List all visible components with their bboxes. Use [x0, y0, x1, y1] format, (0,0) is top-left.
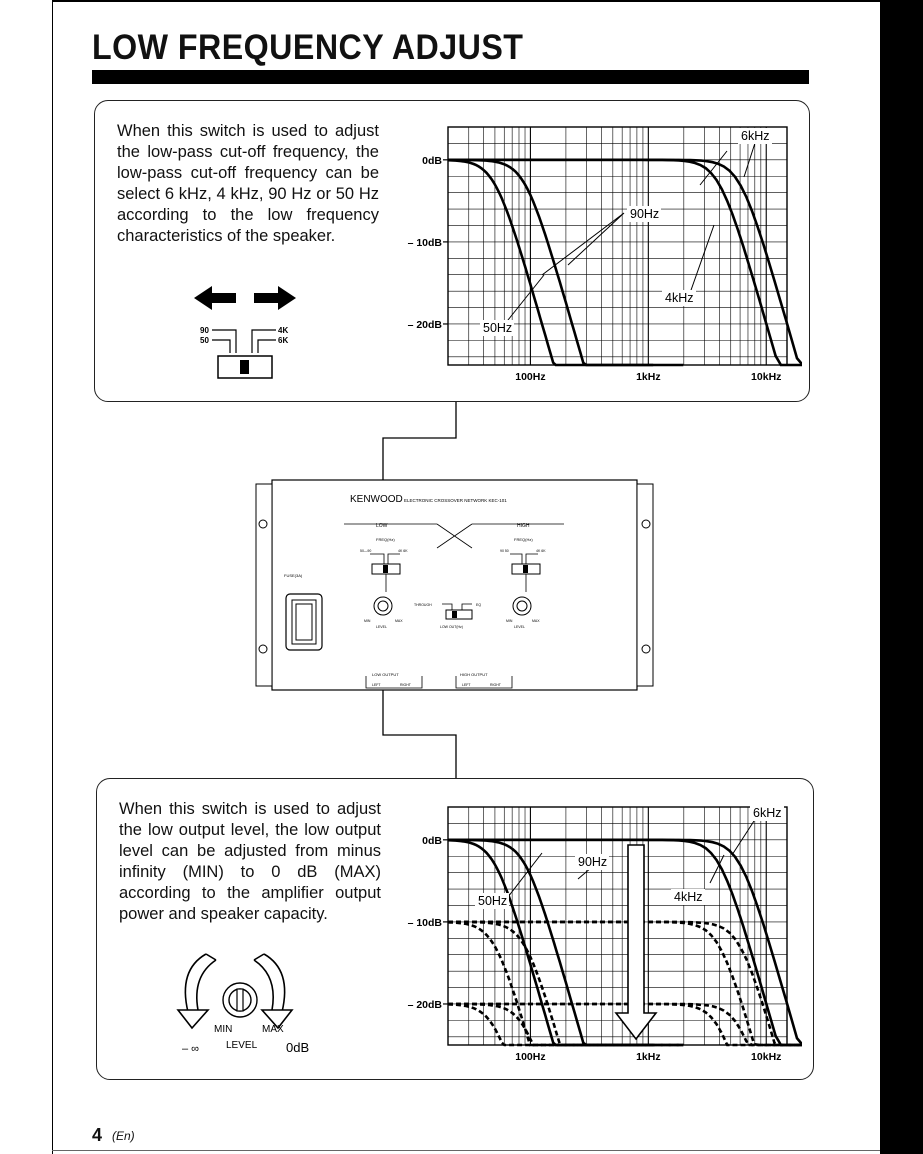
- device-low-sw-right: 4K 6K: [398, 549, 408, 553]
- device-low-freq: FREQ(Hz): [376, 537, 395, 542]
- y-tick-label: 0dB: [422, 154, 442, 167]
- top-description: When this switch is used to adjust the low-pass cut-off frequency, the low-pass cut-off frequency can be select 6 kHz, 4 kHz, 90 Hz or 50 Hz according to the low frequency characteristics of the speaker.: [117, 122, 379, 245]
- x-tick-label: 1kHz: [636, 1051, 661, 1063]
- switch-label-6k: 6K: [278, 336, 289, 345]
- knob-level-label: LEVEL: [226, 1040, 258, 1051]
- x-tick-label: 100Hz: [515, 371, 546, 383]
- device-high-left: LEFT: [462, 683, 471, 687]
- clockwise-arrow-icon: [254, 954, 292, 1028]
- device-high-level: LEVEL: [514, 625, 525, 629]
- device-low-out-label: LOW OUT(Hz): [440, 625, 463, 629]
- device-high-output-label: HIGH OUTPUT: [460, 672, 488, 677]
- y-tick-label: – 10dB: [407, 916, 442, 929]
- switch-label-90: 90: [200, 326, 209, 335]
- right-arrow-icon: [254, 286, 296, 310]
- device-high-label: HIGH: [517, 523, 530, 529]
- device-low-right: RIGHT: [400, 683, 411, 687]
- device-low-max: MAX: [395, 619, 403, 623]
- bottom-description: When this switch is used to adjust the low output level, the low output level can be adjusted from minus infinity (MIN) to 0 dB (MAX) according to the amplifier output power and speaker capacity.: [119, 800, 381, 923]
- left-arrow-icon: [194, 286, 236, 310]
- knob-0db-label: 0dB: [286, 1040, 310, 1055]
- device-high-sw-left: 90 50: [500, 549, 509, 553]
- cutoff-frequency-chart: [392, 115, 802, 385]
- knob-minus-infinity: – ∞: [182, 1043, 200, 1055]
- frequency-switch-illustration: [190, 280, 310, 385]
- annotation-90hz: 90Hz: [630, 207, 660, 221]
- knob-min-label: MIN: [214, 1024, 233, 1035]
- y-tick-label: – 20dB: [407, 318, 442, 331]
- device-low-output-label: LOW OUTPUT: [372, 672, 399, 677]
- device-fuse-label: FUSE(3A): [284, 573, 303, 578]
- low-output-level-chart: [392, 795, 802, 1065]
- device-low-out-switch[interactable]: [446, 610, 472, 619]
- level-knob-icon: [223, 983, 257, 1017]
- annotation-6khz: 6kHz: [741, 129, 770, 143]
- annotation2-90hz: 90Hz: [578, 855, 608, 869]
- annotation2-4khz: 4kHz: [674, 890, 703, 904]
- level-knob-illustration: [168, 940, 328, 1058]
- device-high-min: MIN: [506, 619, 513, 623]
- y-tick-label: 0dB: [422, 834, 442, 847]
- device-low-level: LEVEL: [376, 625, 387, 629]
- page-language: (En): [112, 1129, 135, 1143]
- y-tick-label: – 20dB: [407, 998, 442, 1011]
- annotation2-50hz: 50Hz: [478, 894, 508, 908]
- annotation2-6khz: 6kHz: [753, 806, 782, 820]
- switch-label-4k: 4K: [278, 326, 289, 335]
- device-low-sw-left: 50—90: [360, 549, 372, 553]
- device-eq-label: EQ: [476, 603, 482, 607]
- page-number: 4: [92, 1125, 103, 1145]
- device-high-freq: FREQ(Hz): [514, 537, 533, 542]
- device-model: ELECTRONIC CROSSOVER NETWORK KEC-101: [404, 498, 507, 503]
- device-low-left: LEFT: [372, 683, 381, 687]
- annotation-4khz: 4kHz: [665, 291, 694, 305]
- device-low-label: LOW: [376, 523, 388, 529]
- switch-knob: [240, 360, 249, 374]
- device-through-label: THROUGH: [414, 603, 432, 607]
- knob-max-label: MAX: [262, 1024, 284, 1035]
- y-tick-label: – 10dB: [407, 236, 442, 249]
- device-high-sw-right: 4K 6K: [536, 549, 546, 553]
- x-tick-label: 100Hz: [515, 1051, 546, 1063]
- x-tick-label: 10kHz: [751, 371, 782, 383]
- counterclockwise-arrow-icon: [178, 954, 216, 1028]
- x-tick-label: 10kHz: [751, 1051, 782, 1063]
- crossover-device: [252, 476, 657, 696]
- device-high-max: MAX: [532, 619, 540, 623]
- device-low-min: MIN: [364, 619, 371, 623]
- switch-label-50: 50: [200, 336, 209, 345]
- x-tick-label: 1kHz: [636, 371, 661, 383]
- device-high-right: RIGHT: [490, 683, 501, 687]
- page-title: LOW FREQUENCY ADJUST: [92, 28, 524, 67]
- annotation-50hz: 50Hz: [483, 321, 513, 335]
- device-brand: KENWOOD: [350, 494, 403, 505]
